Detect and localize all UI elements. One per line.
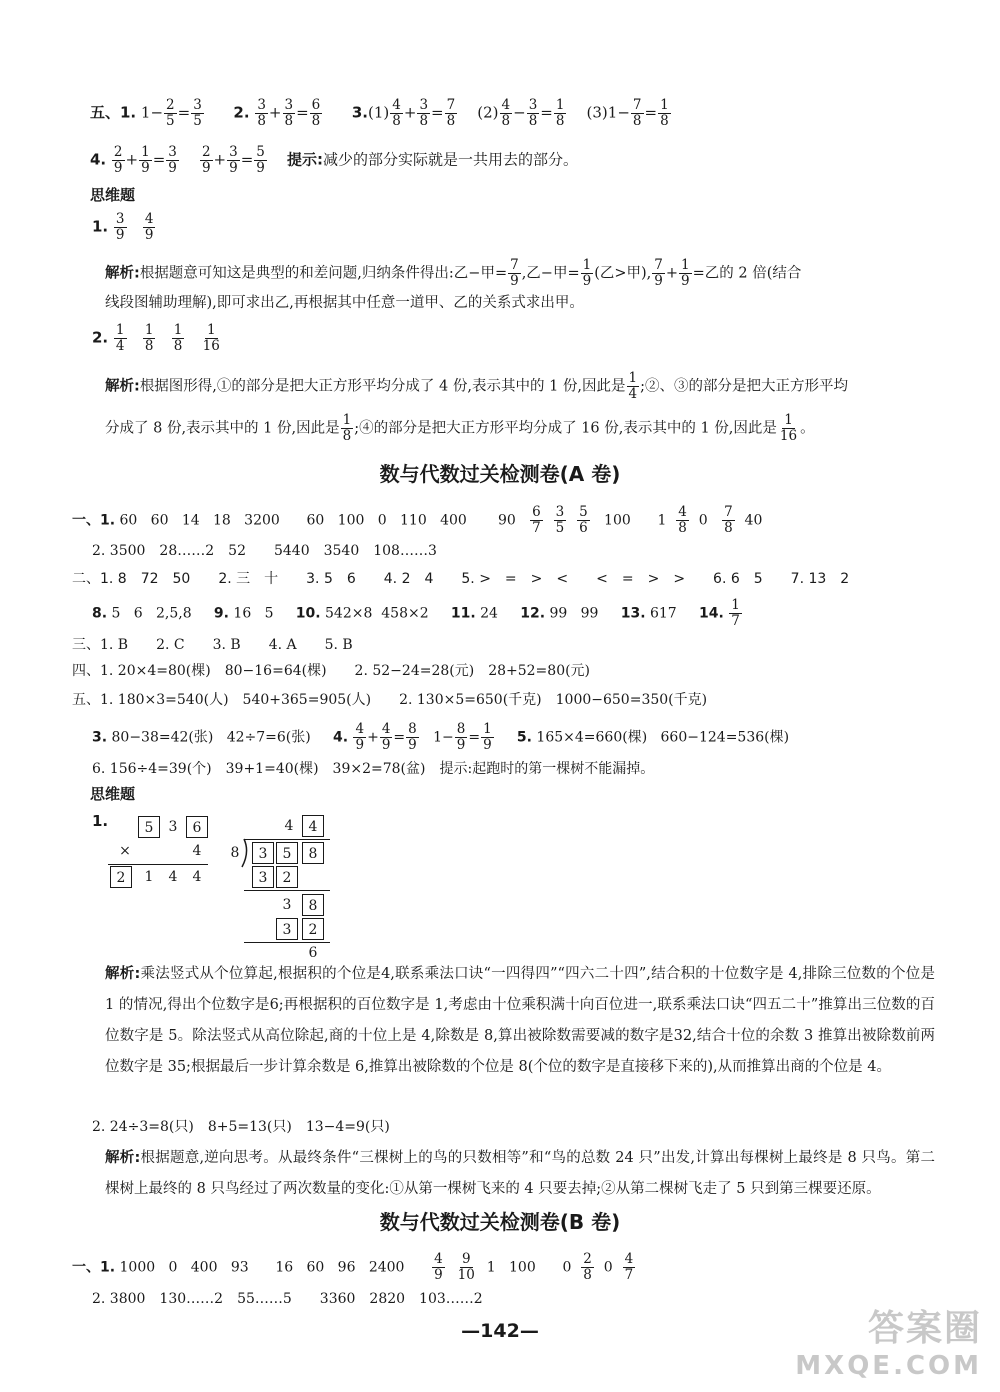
analysis-render: 解析:根据图形得,①的部分是把大正方形平均分成了 4 份,表示其中的 1 份,因此是 $\frac{1}{4}$ ;②、③的部分是把大正方形平均 — [105, 370, 849, 402]
watermark-line: 答案圈 — [867, 1308, 982, 1349]
digit-box: 3 — [252, 842, 274, 864]
answer-line-render: 一、1. 1000 0 400 93 16 60 96 2400 $\frac{4}{9}$ $\frac{9}{10}$ 1 100 0 $\frac{2}{8}$ 0 $\frac{4}{7}$ — [72, 1251, 634, 1283]
analysis-text: 乘法竖式从个位算起,根据积的个位是4,联系乘法口诀“一四得四”“四六二十四”,结合积的十位数字是 4,排除三位数的个位是 1 的情况,得出个位数字是6;再根据积的百位数字是 1,考虑由十位乘积满十向百位进一,联系乘法口诀“四五二十”推算出三位数的百位数字是 5。除法竖式从高位除起,商的十位上是 4,除数是 8,算出被除数需要减的数字是32,结合十位的余数 3 推算出被除数前两位数字是 35;根据最后一步计算余数是 6,推算出被除数的个位是 8(个位的数字是直接移下来的),从而推算出商的个位是 4。 — [105, 966, 935, 1075]
digit-box: 3 — [276, 918, 298, 940]
digit-box: 6 — [186, 816, 208, 838]
watermark-logo — [795, 1300, 982, 1381]
rule-line — [244, 839, 330, 840]
section-title: 思维题 — [90, 186, 136, 204]
digit-box: 4 — [302, 815, 324, 837]
digit-box: 3 — [252, 866, 274, 888]
multiply-sign: × — [119, 843, 131, 859]
digit: 4 — [168, 869, 178, 885]
digit-box: 5 — [276, 842, 298, 864]
answer-line: 2. 3500 28……2 52 5440 3540 108……3 — [92, 543, 437, 559]
digit-box: 2 — [302, 918, 324, 940]
answer-line: 2. 3800 130……2 55……5 3360 2820 103……2 — [92, 1291, 483, 1307]
rule-line — [244, 890, 330, 891]
digit-box: 2 — [276, 866, 298, 888]
answer-line-render: 1. $\frac{3}{9}$ $\frac{4}{9}$ — [92, 211, 154, 243]
digit: 4 — [192, 843, 202, 859]
answer-line-render: 3. 80−38=42(张) 42÷7=6(张) 4. $\frac{4}{9}$ + $\frac{4}{9}$ = $\frac{8}{9}$ 1− $\frac{8}{9}$ = $\frac{1}{9}$ 5. 165×4=660(棵) 660−124=536(棵) — [92, 721, 790, 753]
watermark-line: MXQE.COM — [795, 1351, 982, 1381]
analysis-render: 解析:根据题意可知这是典型的和差问题,归纳条件得出:乙−甲= $\frac{7}{9}$ ,乙−甲= $\frac{1}{9}$ (乙>甲), $\frac{7}{9}$ + $\frac{1}{9}$ =乙的 2 倍(结合 — [105, 257, 802, 289]
page-number: —142— — [461, 1320, 539, 1342]
answer-line-render: 2. $\frac{1}{4}$ $\frac{1}{8}$ $\frac{1}{8}$ $\frac{1}{16}$ — [92, 322, 220, 354]
answer-line: 6. 156÷4=39(个) 39+1=40(棵) 39×2=78(盆) 提示:起跑时的第一棵树不能漏掉。 — [92, 761, 655, 777]
analysis-label: 解析: — [105, 378, 140, 395]
digit-box: 8 — [302, 842, 324, 864]
question-number: 1. — [92, 812, 109, 830]
rule-line — [108, 864, 208, 865]
answer-line: 三、1. B 2. C 3. B 4. A 5. B — [72, 637, 353, 653]
analysis-paragraph — [105, 959, 935, 1083]
section-heading: 数与代数过关检测卷(A 卷) — [379, 462, 621, 486]
analysis-label: 解析: — [105, 1150, 141, 1166]
digit-box: 8 — [302, 894, 324, 916]
divisor: 8 — [230, 845, 240, 861]
answer-line-render: 一、1. 60 60 14 18 3200 60 100 0 110 400 90 $\frac{6}{7}$ $\frac{3}{5}$ $\frac{5}{6}$ 100 1 $\frac{4}{8}$ 0 $\frac{7}{8}$ 40 — [72, 504, 763, 536]
answer-line-render: 五、1. 1− $\frac{2}{5}$ = $\frac{3}{5}$ 2. $\frac{3}{8}$ + $\frac{3}{8}$ = $\frac{6}{8}$ 3.(1) $\frac{4}{8}$ + $\frac{3}{8}$ = $\frac{7}{8}$ (2) $\frac{4}{8}$ − $\frac{3}{8}$ = $\frac{1}{8}$ (3)1− $\frac{7}{8}$ = $\frac{1}{8}$ — [90, 97, 669, 129]
analysis-paragraph — [105, 1143, 935, 1205]
section-heading: 数与代数过关检测卷(B 卷) — [379, 1210, 621, 1234]
analysis-label: 解析: — [105, 265, 140, 282]
analysis-render: 分成了 8 份,表示其中的 1 份,因此是 $\frac{1}{8}$ ;④的部分是把大正方形平均分成了 16 份,表示其中的 1 份,因此是 $\frac{1}{16}$ 。 — [105, 412, 815, 444]
answer-line: 四、1. 20×4=80(棵) 80−16=64(棵) 2. 52−24=28(元) 28+52=80(元) — [72, 663, 591, 679]
answer-line-render: 8. 5 6 2,5,8 9. 16 5 10. 542×8 458×2 11. 24 12. 99 99 13. 617 14. $\frac{1}{7}$ — [92, 597, 740, 629]
digit: 1 — [144, 869, 154, 885]
division-bracket — [238, 838, 250, 868]
digit: 6 — [308, 945, 318, 961]
answer-line: 2. 24÷3=8(只) 8+5=13(只) 13−4=9(只) — [92, 1119, 390, 1135]
digit: 4 — [192, 869, 202, 885]
digit: 3 — [168, 819, 178, 835]
digit-box: 5 — [138, 816, 160, 838]
section-title: 思维题 — [90, 785, 136, 803]
answer-line-render: 4. $\frac{2}{9}$ + $\frac{1}{9}$ = $\frac{3}{9}$ $\frac{2}{9}$ + $\frac{3}{9}$ = $\frac{5}{9}$ 提示:减少的部分实际就是一共用去的部分。 — [90, 144, 578, 176]
analysis-text: 根据题意,逆向思考。从最终条件“三棵树上的鸟的只数相等”和“鸟的总数 24 只”出发,计算出每棵树上最终是 8 只鸟。第二棵树上最终的 8 只鸟经过了两次数量的变化:①从第一棵树飞来的 4 只要去掉;②从第二棵树飞走了 5 只到第三棵要还原。 — [105, 1150, 935, 1197]
analysis-label: 解析: — [105, 966, 141, 982]
digit: 3 — [282, 897, 292, 913]
answer-line: 五、1. 180×3=540(人) 540+365=905(人) 2. 130×5=650(千克) 1000−650=350(千克) — [72, 692, 708, 708]
digit: 4 — [284, 818, 294, 834]
analysis-text: 线段图辅助理解),即可求出乙,再根据其中任意一道甲、乙的关系式求出甲。 — [105, 295, 584, 311]
digit-box: 2 — [110, 866, 132, 888]
answer-line: 二、1. 8 72 50 2. 三 十 3. 5 6 4. 2 4 5. > = > < < = > > 6. 6 5 7. 13 2 — [72, 571, 850, 587]
